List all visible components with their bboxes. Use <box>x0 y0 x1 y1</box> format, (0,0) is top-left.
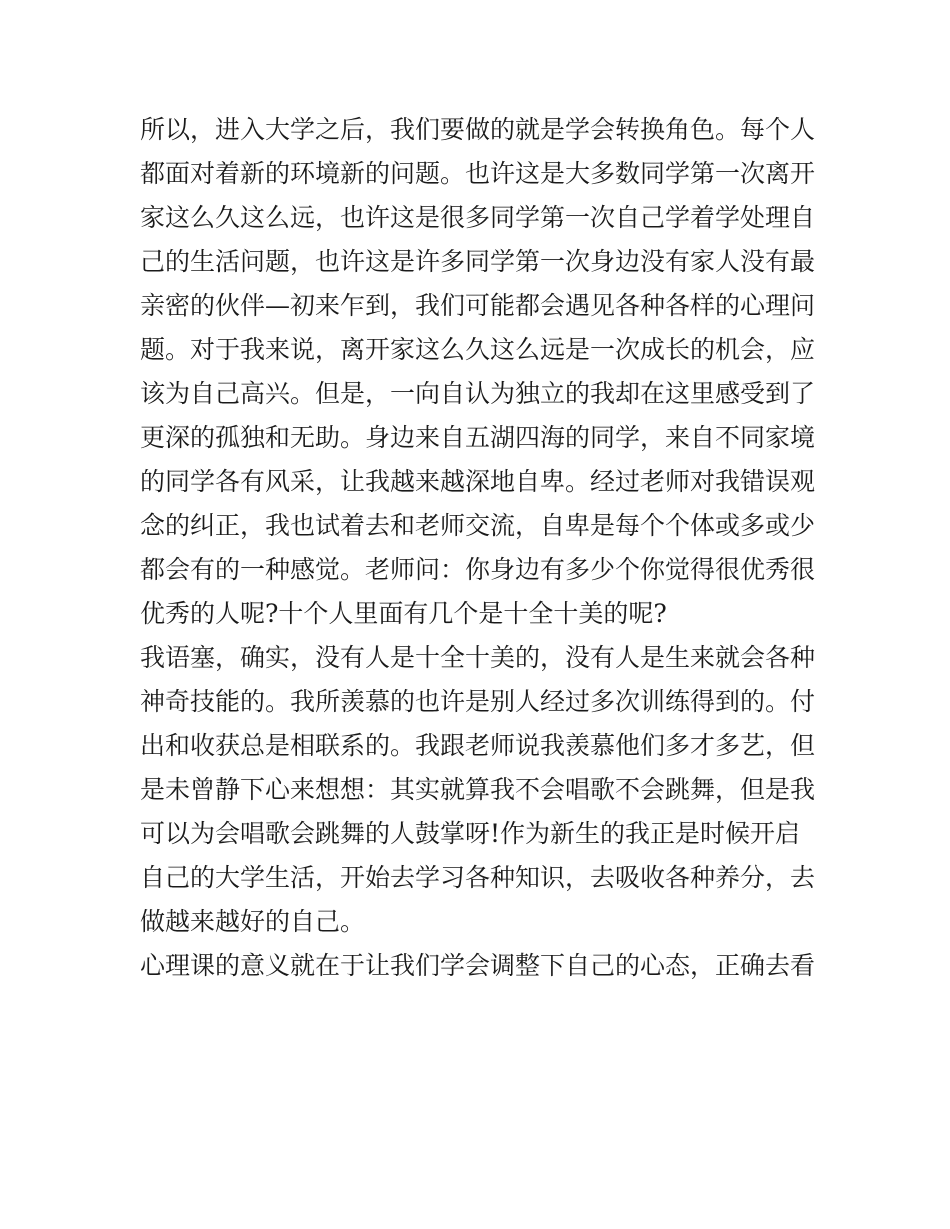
text-line: 所以，进入大学之后，我们要做的就是学会转换角色。每个人 <box>140 115 816 144</box>
text-line: 该为自己高兴。但是，一向自认为独立的我却在这里感受到了 <box>140 379 816 408</box>
text-line: 神奇技能的。我所羡慕的也许是别人经过多次训练得到的。付 <box>140 687 816 716</box>
text-line: 家这么久这么远，也许这是很多同学第一次自己学着学处理自 <box>140 203 816 232</box>
text-line: 都面对着新的环境新的问题。也许这是大多数同学第一次离开 <box>140 159 816 188</box>
text-line: 做越来越好的自己。 <box>140 907 366 936</box>
text-line: 都会有的一种感觉。老师问：你身边有多少个你觉得很优秀很 <box>140 555 816 584</box>
text-line: 己的生活问题，也许这是许多同学第一次身边没有家人没有最 <box>140 247 816 276</box>
text-line: 优秀的人呢?十个人里面有几个是十全十美的呢? <box>140 599 667 628</box>
text-line: 我语塞，确实，没有人是十全十美的，没有人是生来就会各种 <box>140 643 816 672</box>
text-line: 念的纠正，我也试着去和老师交流，自卑是每个个体或多或少 <box>140 511 816 540</box>
text-line: 的同学各有风采，让我越来越深地自卑。经过老师对我错误观 <box>140 467 816 496</box>
text-line: 可以为会唱歌会跳舞的人鼓掌呀!作为新生的我正是时候开启 <box>140 819 801 848</box>
text-line: 心理课的意义就在于让我们学会调整下自己的心态，正确去看 <box>140 951 816 980</box>
text-line: 更深的孤独和无助。身边来自五湖四海的同学，来自不同家境 <box>140 423 816 452</box>
text-line: 出和收获总是相联系的。我跟老师说我羡慕他们多才多艺，但 <box>140 731 816 760</box>
text-line: 自己的大学生活，开始去学习各种知识，去吸收各种养分，去 <box>140 863 816 892</box>
text-line: 亲密的伙伴—初来乍到，我们可能都会遇见各种各样的心理问 <box>140 291 816 320</box>
text-line: 题。对于我来说，离开家这么久这么远是一次成长的机会，应 <box>140 335 816 364</box>
body-text <box>140 108 820 988</box>
text-line: 是未曾静下心来想想：其实就算我不会唱歌不会跳舞，但是我 <box>140 775 816 804</box>
